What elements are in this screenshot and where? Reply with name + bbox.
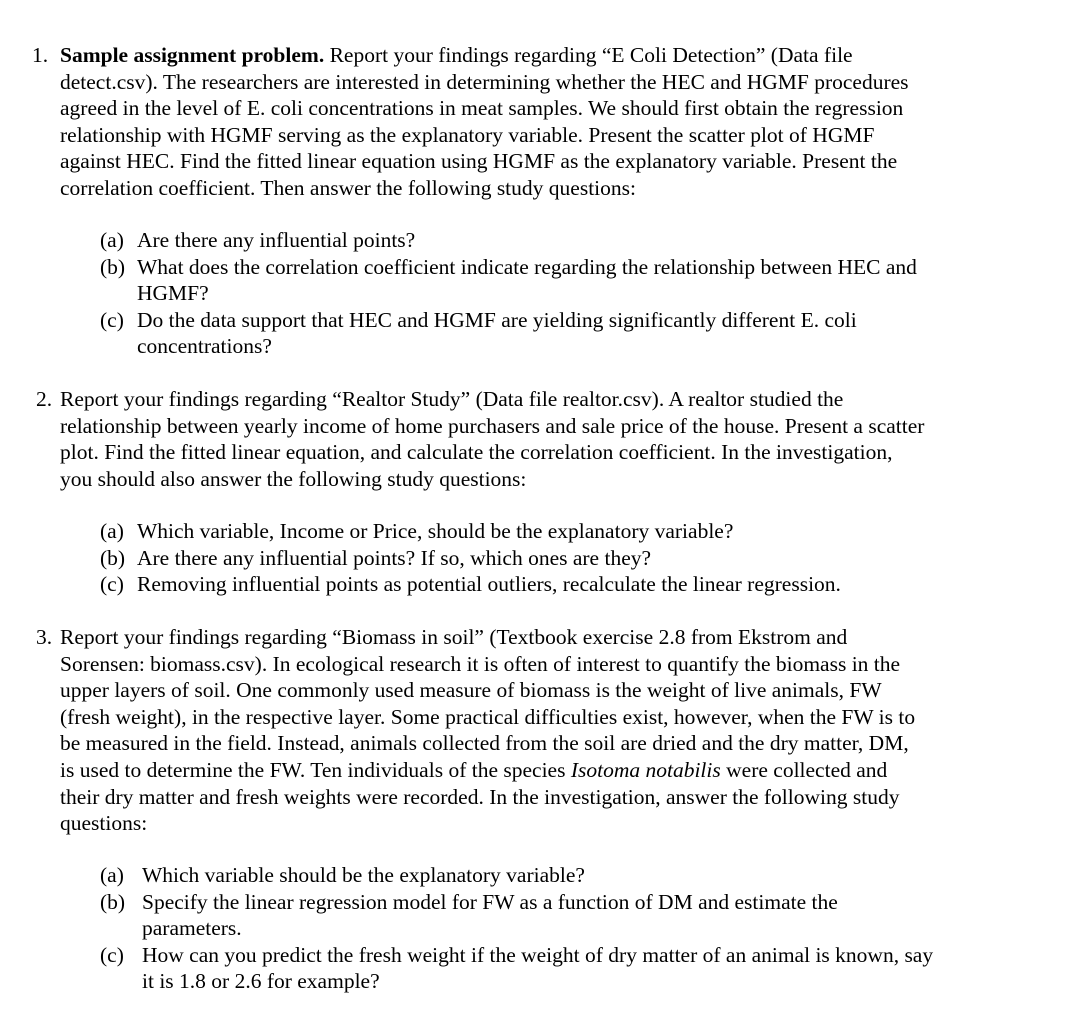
problem-1-line-6: correlation coefficient. Then answer the following study questions: <box>60 175 636 200</box>
problem-1-questions <box>100 227 1000 360</box>
problem-2 <box>30 386 1000 492</box>
question-label: (b) <box>100 545 126 570</box>
problem-3-line-5: be measured in the field. Instead, animals collected from the soil are dried and the dry matter, DM, <box>60 731 909 756</box>
problem-1 <box>30 42 1000 202</box>
problem-2-line-2: relationship between yearly income of home purchasers and sale price of the house. Present a scatter <box>60 413 925 438</box>
problem-2-number: 2. <box>36 387 53 411</box>
problem-3-questions <box>100 862 1000 995</box>
problem-1-line-4: relationship with HGMF serving as the explanatory variable. Present the scatter plot of HGMF <box>60 122 875 147</box>
problem-3-line-1: Report your findings regarding “Biomass in soil” (Textbook exercise 2.8 from Ekstrom and <box>60 625 848 649</box>
question-label: (a) <box>100 519 124 543</box>
problem-2-line-4: you should also answer the following study questions: <box>60 466 527 491</box>
problem-3-line-8: questions: <box>60 811 148 836</box>
problem-2-question-b: (b) Are there any influential points? If so, which ones are they? <box>100 545 652 570</box>
problem-1-line-5: against HEC. Find the fitted linear equation using HGMF as the explanatory variable. Present the <box>60 149 898 174</box>
problem-1-line-1: Sample assignment problem. Report your findings regarding “E Coli Detection” (Data file <box>60 43 853 67</box>
problem-1-question-b: (b) What does the correlation coefficient indicate regarding the relationship between HEC and HGMF? <box>100 254 917 306</box>
problem-2-question-c: (c) Removing influential points as potential outliers, recalculate the linear regression. <box>100 572 841 597</box>
problem-3-line-7: their dry matter and fresh weights were recorded. In the investigation, answer the following study <box>60 784 900 809</box>
problem-1-number: 1. <box>32 43 49 67</box>
question-label: (c) <box>100 942 124 967</box>
problem-2-statement <box>30 386 1000 492</box>
problem-1-question-a: (a) Are there any influential points? <box>100 228 416 252</box>
question-label: (b) <box>100 889 126 914</box>
problem-2-questions <box>100 518 1000 598</box>
problem-3-line-3: upper layers of soil. One commonly used measure of biomass is the weight of live animals, FW <box>60 678 882 703</box>
problem-2-line-3: plot. Find the fitted linear equation, and calculate the correlation coefficient. In the investigation, <box>60 440 893 465</box>
problem-3-question-b: (b) Specify the linear regression model for FW as a function of DM and estimate the parameters. <box>100 889 838 941</box>
species-name: Isotoma notabilis <box>570 757 721 782</box>
problem-3-line-2: Sorensen: biomass.csv). In ecological research it is often of interest to quantify the biomass in the <box>60 651 901 676</box>
problem-3-number: 3. <box>36 625 53 649</box>
question-label: (c) <box>100 572 124 597</box>
question-label: (b) <box>100 254 126 279</box>
question-label: (a) <box>100 863 124 887</box>
problem-3-statement <box>30 624 1000 837</box>
problem-3-line-6: is used to determine the FW. Ten individuals of the species Isotoma notabilis were collected and <box>60 757 888 782</box>
problem-1-line-3: agreed in the level of E. coli concentrations in meat samples. We should first obtain the regression <box>60 96 904 121</box>
problem-1-lead: Sample assignment problem. <box>60 43 325 67</box>
problem-3-line-4: (fresh weight), in the respective layer. Some practical difficulties exist, however, when the FW is to <box>60 704 916 729</box>
problem-3-question-c: (c) How can you predict the fresh weight if the weight of dry matter of an animal is known, say it is 1.8 or 2.6 for example? <box>100 942 934 994</box>
problem-2-question-a: (a) Which variable, Income or Price, should be the explanatory variable? <box>100 519 734 543</box>
question-label: (c) <box>100 307 124 332</box>
problem-1-line-2: detect.csv). The researchers are interested in determining whether the HEC and HGMF procedures <box>60 69 909 94</box>
problem-1-statement <box>30 42 1000 202</box>
problem-3 <box>30 624 1000 837</box>
problem-3-question-a: (a) Which variable should be the explanatory variable? <box>100 863 585 887</box>
problem-2-line-1: Report your findings regarding “Realtor Study” (Data file realtor.csv). A realtor studied the <box>60 387 844 411</box>
question-label: (a) <box>100 228 124 252</box>
problem-1-question-c: (c) Do the data support that HEC and HGMF are yielding significantly different E. coli concentrations? <box>100 307 857 359</box>
